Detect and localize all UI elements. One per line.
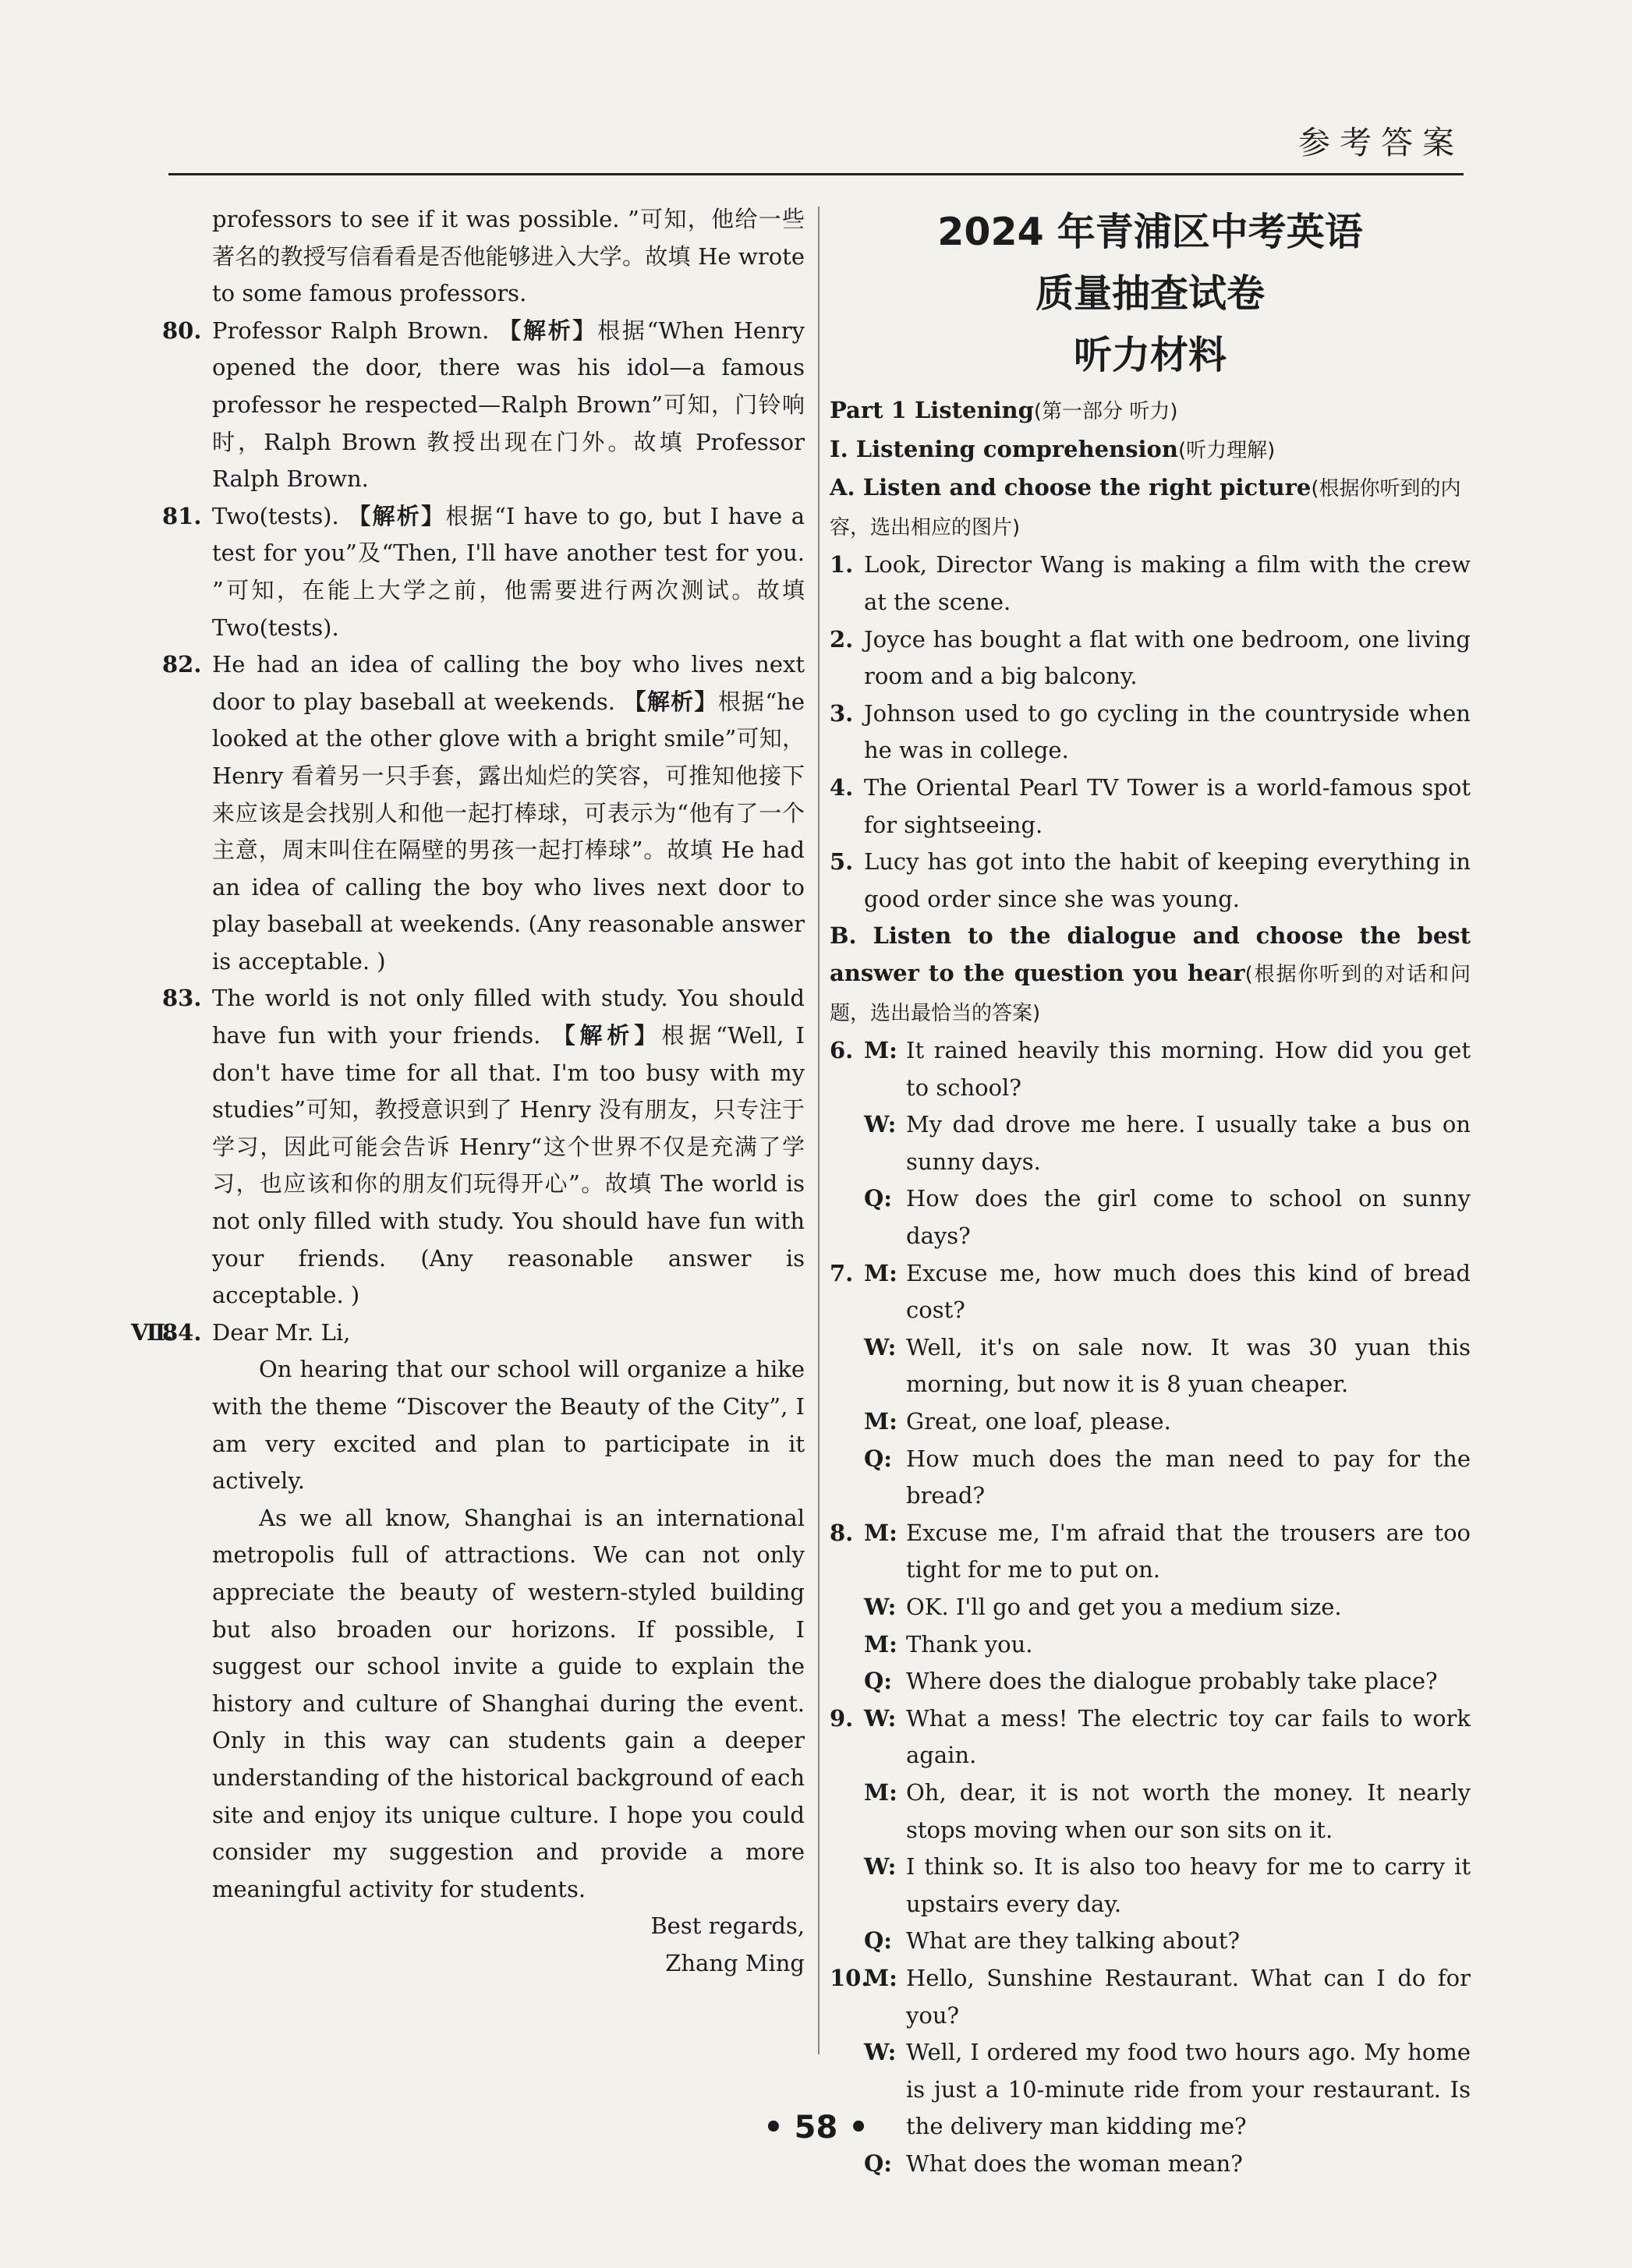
answer-text: Professor Ralph Brown.	[212, 317, 490, 344]
dialogue	[830, 1255, 1471, 1515]
dialogue-line	[864, 1255, 1471, 1329]
line-text: It rained heavily this morning. How did you get to school?	[906, 1037, 1471, 1101]
title-line: 2024 年青浦区中考英语	[937, 210, 1363, 254]
dialogue-line	[864, 1923, 1471, 1960]
page-header-title: 参考答案	[1298, 124, 1464, 161]
dialogue-line	[864, 1663, 1471, 1700]
listening-item	[830, 621, 1471, 695]
line-text: What does the woman mean?	[906, 2149, 1243, 2177]
letter-closing: Best regards,	[650, 1912, 805, 1940]
dialogue-line	[864, 1403, 1471, 1441]
line-text: Thank you.	[906, 1630, 1033, 1658]
speaker: Q:	[864, 1185, 892, 1212]
speaker: M:	[864, 1519, 897, 1546]
speaker: W:	[864, 1594, 897, 1620]
speaker: Q:	[864, 1927, 892, 1955]
line-text: Where does the dialogue probably take place?	[906, 1668, 1438, 1695]
line-text: Excuse me, how much does this kind of bread cost?	[906, 1259, 1471, 1324]
section-a-heading: A. Listen and choose the right picture(根据你听到的内容，选出相应的图片)	[830, 474, 1461, 540]
line-text: How does the girl come to school on sunny days?	[906, 1185, 1471, 1250]
item-text: Joyce has bought a flat with one bedroom, one living room and a big balcony.	[864, 625, 1471, 690]
line-text: OK. I'll go and get you a medium size.	[906, 1594, 1342, 1620]
question-number: 84.	[162, 1318, 202, 1346]
speaker: W:	[864, 1853, 897, 1881]
line-text: Hello, Sunshine Restaurant. What can I do for you?	[906, 1964, 1471, 2029]
dialogue-line	[864, 1849, 1471, 1923]
speaker: M:	[864, 1778, 897, 1806]
dialogue-number: 10.	[830, 1964, 869, 1991]
line-text: Excuse me, I'm afraid that the trousers are too tight for me to put on.	[906, 1519, 1471, 1583]
listening-item	[830, 770, 1471, 844]
dialogue-line	[864, 1106, 1471, 1180]
line-text: How much does the man need to pay for the bread?	[906, 1445, 1471, 1509]
analysis-text: 根据“I have to go, but I have a test for you”及“Then, I'll have another test for you. ”可知，在能上大学之前，他需要进行两次测试。故填 Two(tests).	[212, 502, 805, 641]
dialogue-line	[864, 2146, 1471, 2183]
question-number: 81.	[162, 502, 202, 529]
dialogue-number: 8.	[830, 1519, 854, 1546]
part-heading: Part 1 Listening(第一部分 听力)	[830, 397, 1178, 423]
column-divider	[818, 207, 820, 2054]
analysis-tag: 【解析】	[552, 1022, 662, 1049]
question-number: 80.	[162, 317, 202, 344]
line-text: What are they talking about?	[906, 1927, 1240, 1955]
dialogue-number: 7.	[830, 1259, 854, 1286]
answer-item	[162, 498, 805, 646]
line-text: Well, I ordered my food two hours ago. My home is just a 10-minute ride from your restaurant. Is the delivery man kidding me?	[906, 2039, 1471, 2140]
title-line: 听力材料	[1073, 333, 1227, 377]
answer-item	[162, 646, 805, 980]
letter-signature: Zhang Ming	[665, 1949, 805, 1976]
line-text: My dad drove me here. I usually take a bus on sunny days.	[906, 1111, 1471, 1175]
dialogue-number: 6.	[830, 1037, 854, 1064]
listening-item	[830, 547, 1471, 621]
analysis-text: 根据“he looked at the other glove with a bright smile”可知，Henry 看着另一只手套，露出灿烂的笑容，可推知他接下来应该是会找别人和他一起打棒球，可表示为“他有了一个主意，周末叫住在隔壁的男孩一起打棒球”。故填 He had an idea of calling the boy who lives next door to play baseball at weekends. (Any reasonable answer is acceptable. )	[212, 688, 805, 975]
speaker: Q:	[864, 2149, 892, 2177]
dialogue-line	[864, 1180, 1471, 1254]
answer-84-letter	[131, 1314, 805, 1983]
document-title	[830, 201, 1471, 386]
question-number: 83.	[162, 985, 202, 1012]
speaker: Q:	[864, 1445, 892, 1472]
speaker: M:	[864, 1037, 897, 1064]
dialogue	[830, 1032, 1471, 1255]
answer-text: Two(tests).	[212, 502, 339, 529]
dialogue-line	[864, 1700, 1471, 1774]
dialogue	[830, 1515, 1471, 1700]
item-number: 4.	[830, 773, 854, 801]
line-text: I think so. It is also too heavy for me to carry it upstairs every day.	[906, 1853, 1471, 1917]
analysis-tag: 【解析】	[623, 688, 718, 715]
speaker: M:	[864, 1630, 897, 1658]
item-number: 5.	[830, 848, 854, 876]
section-b-heading: B. Listen to the dialogue and choose the best answer to the question you hear(根据你听到的对话和问题，选出最恰当的答案)	[830, 922, 1471, 1025]
right-column	[830, 201, 1471, 2183]
item-text: The Oriental Pearl TV Tower is a world-famous spot for sightseeing.	[864, 773, 1471, 838]
item-number: 3.	[830, 699, 854, 727]
line-text: Well, it's on sale now. It was 30 yuan this morning, but now it is 8 yuan cheaper.	[906, 1333, 1471, 1398]
dialogue-line	[864, 1441, 1471, 1515]
section-number: Ⅶ.	[131, 1318, 174, 1346]
analysis-tag: 【解析】	[498, 317, 598, 344]
title-line: 质量抽查试卷	[1035, 271, 1265, 316]
line-text: Great, one loaf, please.	[906, 1408, 1171, 1435]
speaker: M:	[864, 1408, 897, 1435]
dialogue-line	[864, 1960, 1471, 2034]
answer-79-continuation: professors to see if it was possible. ”可知，他给一些著名的教授写信看看是否他能够进入大学。故填 He wrote to some famous professors.	[212, 206, 805, 307]
item-text: Johnson used to go cycling in the countryside when he was in college.	[864, 699, 1471, 764]
item-text: Lucy has got into the habit of keeping everything in good order since she was young.	[864, 848, 1471, 912]
letter-paragraph: As we all know, Shanghai is an international metropolis full of attractions. We can not only appreciate the beauty of western-styled building but also broaden our horizons. If possible, I suggest our school invite a guide to explain the history and culture of Shanghai during the event. Only in this way can students gain a deeper understanding of the historical background of each site and enjoy its unique culture. I hope you could consider my suggestion and provide a more meaningful activity for students.	[212, 1504, 805, 1902]
listening-item	[830, 844, 1471, 918]
dialogue-line	[864, 1032, 1471, 1106]
analysis-text: 根据“When Henry opened the door, there was his idol—a famous professor he respected—Ralph Brown”可知，门铃响时，Ralph Brown 教授出现在门外。故填 Professor Ralph Brown.	[212, 317, 805, 493]
answer-item	[162, 313, 805, 498]
item-number: 1.	[830, 551, 854, 578]
dialogue-line	[864, 1626, 1471, 1664]
header-rule	[168, 173, 1464, 175]
line-text: What a mess! The electric toy car fails to work again.	[906, 1704, 1471, 1769]
speaker: W:	[864, 2039, 897, 2066]
speaker: W:	[864, 1704, 897, 1732]
left-column	[131, 201, 805, 1983]
question-number: 82.	[162, 651, 202, 678]
dialogue-line	[864, 1589, 1471, 1626]
speaker: M:	[864, 1964, 897, 1991]
speaker: Q:	[864, 1668, 892, 1695]
analysis-text: 根据“Well, I don't have time for all that. I'm too busy with my studies”可知，教授意识到了 Henry 没有朋友，只专注于学习，因此可能会告诉 Henry“这个世界不仅是充满了学习，也应该和你的朋友们玩得开心”。故填 The world is not only filled with study. You should have fun with your friends. (Any reasonable answer is acceptable. )	[212, 1022, 805, 1309]
answer-item	[162, 980, 805, 1314]
dialogue-number: 9.	[830, 1704, 854, 1732]
analysis-tag: 【解析】	[348, 502, 446, 529]
item-text: Look, Director Wang is making a film with the crew at the scene.	[864, 551, 1471, 615]
speaker: W:	[864, 1333, 897, 1360]
dialogue-line	[864, 1515, 1471, 1589]
letter-paragraph: On hearing that our school will organize a hike with the theme “Discover the Beauty of the City”, I am very excited and plan to participate in it actively.	[212, 1356, 805, 1495]
dialogue-line	[864, 1329, 1471, 1403]
item-number: 2.	[830, 625, 854, 653]
section-heading: Ⅰ. Listening comprehension(听力理解)	[830, 435, 1276, 462]
line-text: Oh, dear, it is not worth the money. It nearly stops moving when our son sits on it.	[906, 1778, 1471, 1843]
dialogue-line	[864, 1774, 1471, 1849]
speaker: M:	[864, 1259, 897, 1286]
dialogue	[830, 1960, 1471, 2183]
page-number: • 58 •	[763, 2110, 869, 2146]
answer-text: He had an idea of calling the boy who lives next door to play baseball at weekends.	[212, 651, 805, 715]
answer-text: The world is not only filled with study. You should have fun with your friends.	[212, 985, 805, 1049]
letter-greeting: Dear Mr. Li,	[212, 1318, 351, 1346]
dialogue	[830, 1700, 1471, 1960]
listening-item	[830, 695, 1471, 770]
speaker: W:	[864, 1111, 897, 1138]
